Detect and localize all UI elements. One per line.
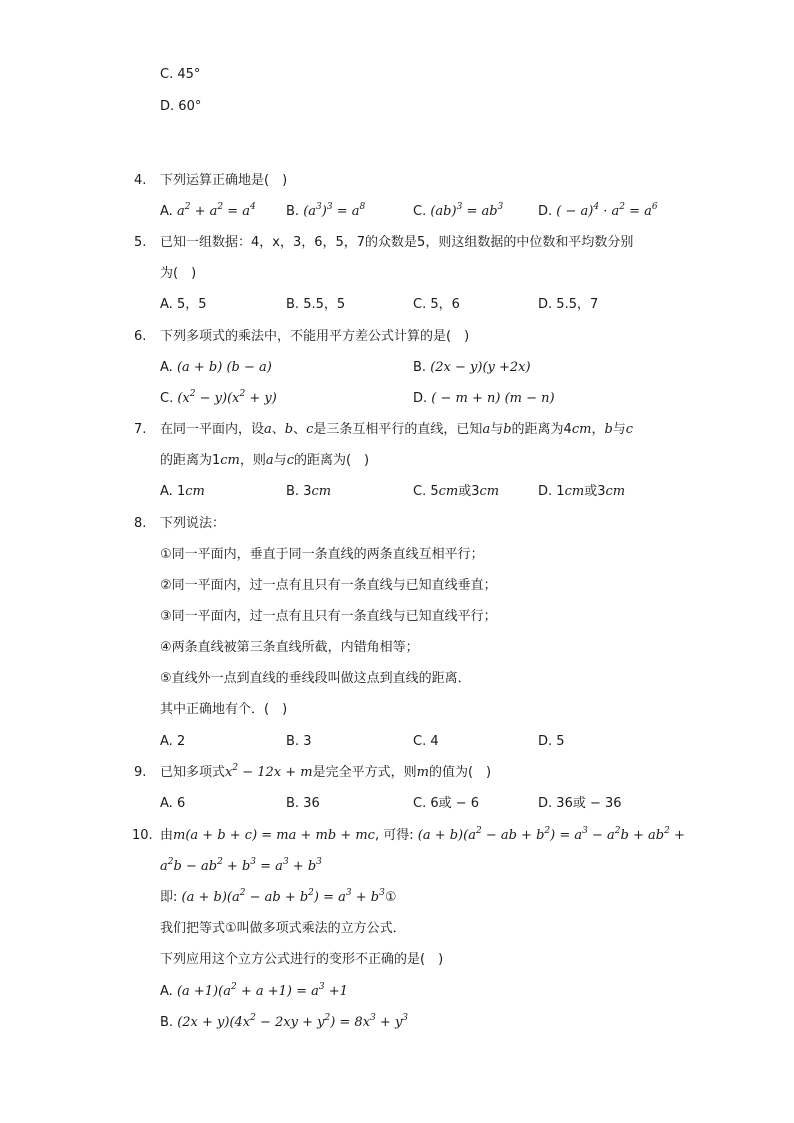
statement-item: ⑤直线外一点到直线的垂线段叫做这点到直线的距离． <box>160 671 471 686</box>
option-label: D. <box>538 734 553 749</box>
question-number: 6. <box>134 329 147 344</box>
option-formula: ( − $a)^4 \cdot a^2 = a^6$ <box>556 202 658 219</box>
q4-option-b <box>286 202 365 222</box>
option-text: 6或 − 6 <box>430 796 480 811</box>
option-text: 5 <box>556 734 565 749</box>
option-d <box>160 97 201 117</box>
option-label: B. <box>286 734 300 749</box>
q5-option-c <box>413 295 460 315</box>
q9-option-d <box>538 794 622 814</box>
option-formula: ( − m + n) (m − n) <box>431 391 555 406</box>
option-formula: $(2x + y)(4x^2 - 2xy + y^2) = 8x^3 + y^3$ <box>177 1013 409 1030</box>
question-number: 5. <box>134 235 147 250</box>
question-stem: 下列多项式的乘法中，不能用平方差公式计算的是( ) <box>160 329 470 344</box>
q4-option-a <box>160 202 256 222</box>
option-label: B. <box>286 297 300 312</box>
question-number: 9. <box>134 765 147 780</box>
option-label: A. <box>160 360 173 375</box>
option-label: C. <box>160 67 174 82</box>
question-stem: 下列运算正确地是( ) <box>160 173 288 188</box>
q6-option-b <box>413 358 531 378</box>
q9-option-c <box>413 794 479 814</box>
q6-option-d <box>413 389 555 409</box>
option-text: 1cm或3cm <box>556 484 626 499</box>
option-text: 36 <box>303 796 320 811</box>
option-label: A. <box>160 204 173 219</box>
option-text: 5cm或3cm <box>430 484 500 499</box>
q10-option-a <box>160 982 348 1002</box>
option-formula: $(a +1)(a^2 + a +1) = a^3 +1$ <box>176 982 348 999</box>
question-stem: 在同一平面内，设a、b、c是三条互相平行的直线，已知a与b的距离为4cm，b与c <box>160 422 634 437</box>
option-label: C. <box>413 297 427 312</box>
q10-option-b <box>160 1013 408 1033</box>
question-prompt: 其中正确地有个．( ) <box>160 702 288 717</box>
option-label: C. <box>413 734 427 749</box>
option-label: B. <box>286 204 300 219</box>
question-stem: 由m(a + b + c) = ma + mb + mc, 可得: $(a + b)(a^2$ − ab + $b^2) = a^3 - a^2b + ab^2$ + <box>160 826 685 843</box>
question-stem-cont: $a^2b - ab^2 + b^3 = a^3 + b^3$ <box>160 857 322 874</box>
option-label: B. <box>286 484 300 499</box>
statement-item: ④两条直线被第三条直线所截，内错角相等； <box>160 640 419 655</box>
option-text: 36或 − 36 <box>556 796 622 811</box>
option-label: A. <box>160 297 173 312</box>
explanation-line: 我们把等式①叫做多项式乘法的立方公式． <box>160 921 406 936</box>
option-label: B. <box>286 796 300 811</box>
question-stem: 下列说法： <box>160 516 226 531</box>
q6-option-a <box>160 358 272 378</box>
option-formula: (a + b) (b − a) <box>176 360 272 375</box>
q7-option-c <box>413 482 499 502</box>
q5-option-a <box>160 295 206 315</box>
q9-option-b <box>286 794 320 814</box>
option-text: 5，5 <box>176 297 207 312</box>
question-number: 10. <box>132 828 153 843</box>
option-text: 5.5，7 <box>556 297 599 312</box>
q4-option-c <box>413 202 503 222</box>
option-label: D. <box>538 484 553 499</box>
option-label: D. <box>538 204 553 219</box>
q8-option-b <box>286 732 311 752</box>
statement-item: ①同一平面内，垂直于同一条直线的两条直线互相平行； <box>160 547 484 562</box>
option-formula: $(a^3)^3 = a^8$ <box>303 202 366 219</box>
option-text: 5，6 <box>430 297 460 312</box>
q7-option-d <box>538 482 625 502</box>
question-stem-cont: 的距离为1cm，则a与c的距离为( ) <box>160 453 370 468</box>
option-label: C. <box>413 796 427 811</box>
q7-option-a <box>160 482 205 502</box>
option-text: 3cm <box>303 484 332 499</box>
q8-option-c <box>413 732 439 752</box>
option-label: D. <box>160 99 175 114</box>
question-stem: 已知一组数据：4，x，3，6，5，7的众数是5，则这组数据的中位数和平均数分别 <box>160 235 634 250</box>
option-label: D. <box>413 391 428 406</box>
option-label: C. <box>413 204 427 219</box>
option-label: C. <box>413 484 427 499</box>
option-text: 4 <box>430 734 439 749</box>
option-text: 3 <box>303 734 312 749</box>
option-c <box>160 65 200 85</box>
option-label: D. <box>538 297 553 312</box>
q9-option-a <box>160 794 185 814</box>
question-number: 4. <box>134 173 147 188</box>
option-label: B. <box>413 360 427 375</box>
option-text: 2 <box>176 734 186 749</box>
option-label: A. <box>160 984 173 999</box>
question-number: 8. <box>134 516 147 531</box>
option-formula: $(ab)^3 = ab^3$ <box>430 202 504 219</box>
option-label: C. <box>160 391 174 406</box>
statement-item: ②同一平面内，过一点有且只有一条直线与已知直线垂直； <box>160 578 497 593</box>
question-stem-cont: 为( ) <box>160 266 197 281</box>
q7-option-b <box>286 482 331 502</box>
q5-option-d <box>538 295 598 315</box>
question-number: 7. <box>134 422 147 437</box>
option-label: A. <box>160 796 173 811</box>
option-text: 6 <box>176 796 186 811</box>
q5-option-b <box>286 295 345 315</box>
option-formula: $(x^2 - y)(x^2 + y)$ <box>177 389 277 406</box>
option-label: B. <box>160 1015 174 1030</box>
q4-option-d <box>538 202 658 222</box>
option-label: A. <box>160 484 173 499</box>
option-text: 1cm <box>176 484 205 499</box>
option-formula: (2x − y)(y +2x) <box>430 360 531 375</box>
q8-option-d <box>538 732 565 752</box>
option-text: 5.5，5 <box>303 297 346 312</box>
q6-option-c <box>160 389 277 409</box>
option-label: D. <box>538 796 553 811</box>
q8-option-a <box>160 732 185 752</box>
option-text: 45° <box>177 67 201 82</box>
equation-line: 即: $(a + b)(a^2$ − ab + $b^2) = a^3$ + $b^3①$ <box>160 888 397 905</box>
option-label: A. <box>160 734 173 749</box>
option-formula: $a^2 + a^2 = a^4$ <box>176 202 256 219</box>
option-text: 60° <box>178 99 202 114</box>
question-stem: 已知多项式$x^2 - 12x + m$是完全平方式，则m的值为( ) <box>160 763 492 780</box>
question-prompt: 下列应用这个立方公式进行的变形不正确的是( ) <box>160 952 444 967</box>
statement-item: ③同一平面内，过一点有且只有一条直线与已知直线平行； <box>160 609 497 624</box>
